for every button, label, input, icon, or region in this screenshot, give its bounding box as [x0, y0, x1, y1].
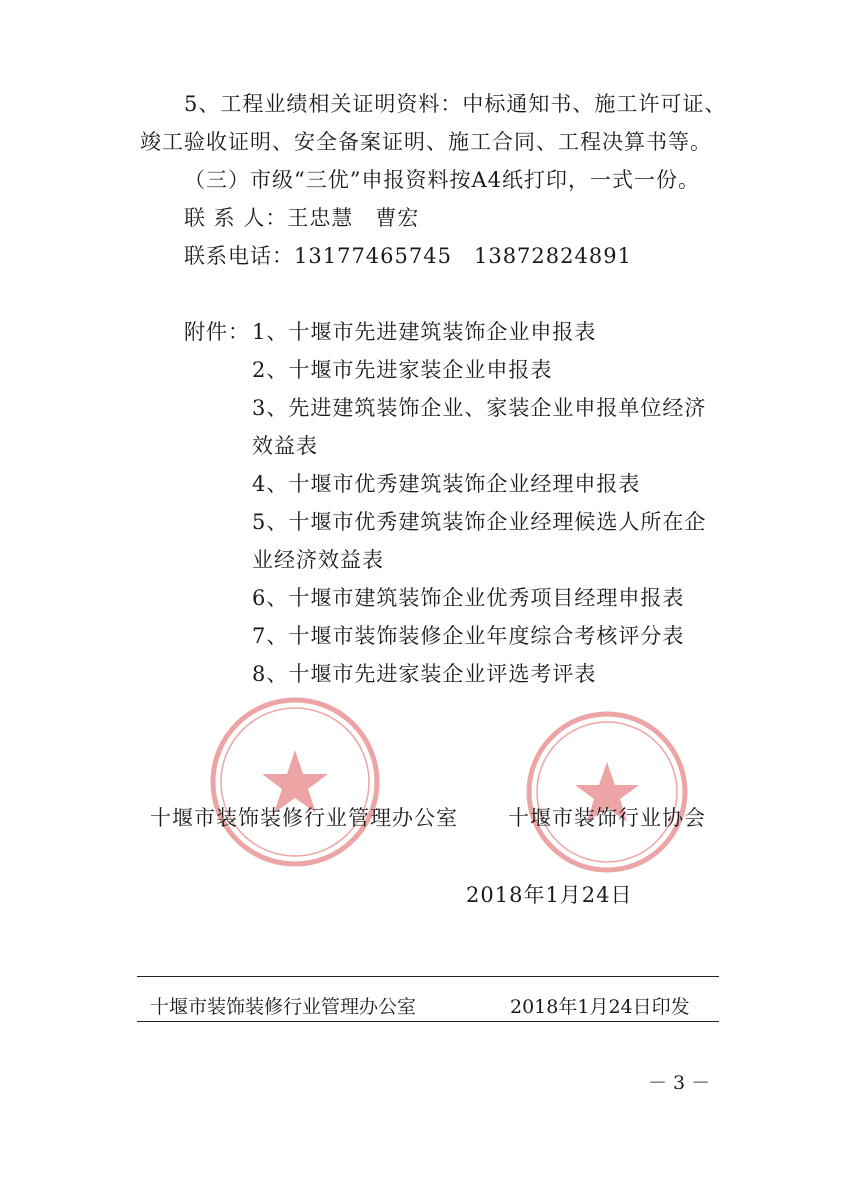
signature-date: 2018年1月24日	[466, 883, 633, 907]
attachment-item: 5、十堰市优秀建筑装饰企业经理候选人所在企	[252, 510, 707, 534]
attachment-item: 2、十堰市先进家装企业申报表	[252, 358, 553, 382]
attachment-item: 效益表	[252, 434, 318, 458]
attachment-item: 7、十堰市装饰装修企业年度综合考核评分表	[252, 624, 685, 648]
contact-phone: 联系电话：13177465745 13872824891	[184, 244, 632, 268]
attachment-item: 4、十堰市优秀建筑装饰企业经理申报表	[252, 472, 641, 496]
attachment-item: 业经济效益表	[252, 548, 384, 572]
official-seal-left	[205, 692, 385, 872]
section3-text: （三）市级“三优”申报资料按A4纸打印，一式一份。	[184, 168, 700, 192]
footer-issuer: 十堰市装饰装修行业管理办公室	[150, 996, 417, 1018]
signature-org-1: 十堰市装饰装修行业管理办公室	[150, 806, 458, 830]
footer-top-rule	[137, 976, 719, 977]
footer-bottom-rule	[137, 1021, 719, 1022]
attachment-item: 6、十堰市建筑装饰企业优秀项目经理申报表	[252, 586, 685, 610]
item5-line2: 竣工验收证明、安全备案证明、施工合同、工程决算书等。	[140, 130, 712, 154]
attachment-item: 8、十堰市先进家装企业评选考评表	[252, 662, 597, 686]
attachments-label: 附件：	[184, 320, 250, 344]
footer-issue-date: 2018年1月24日印发	[510, 996, 690, 1018]
page-number: － 3 －	[648, 1072, 711, 1094]
contact-person: 联 系 人：王忠慧 曹宏	[184, 206, 420, 230]
item5-line1: 5、工程业绩相关证明资料：中标通知书、施工许可证、	[184, 92, 727, 116]
attachment-item: 3、先进建筑装饰企业、家装企业申报单位经济	[252, 396, 707, 420]
official-seal-right	[522, 707, 692, 877]
attachment-item: 1、十堰市先进建筑装饰企业申报表	[252, 320, 597, 344]
signature-org-2: 十堰市装饰行业协会	[508, 806, 706, 830]
